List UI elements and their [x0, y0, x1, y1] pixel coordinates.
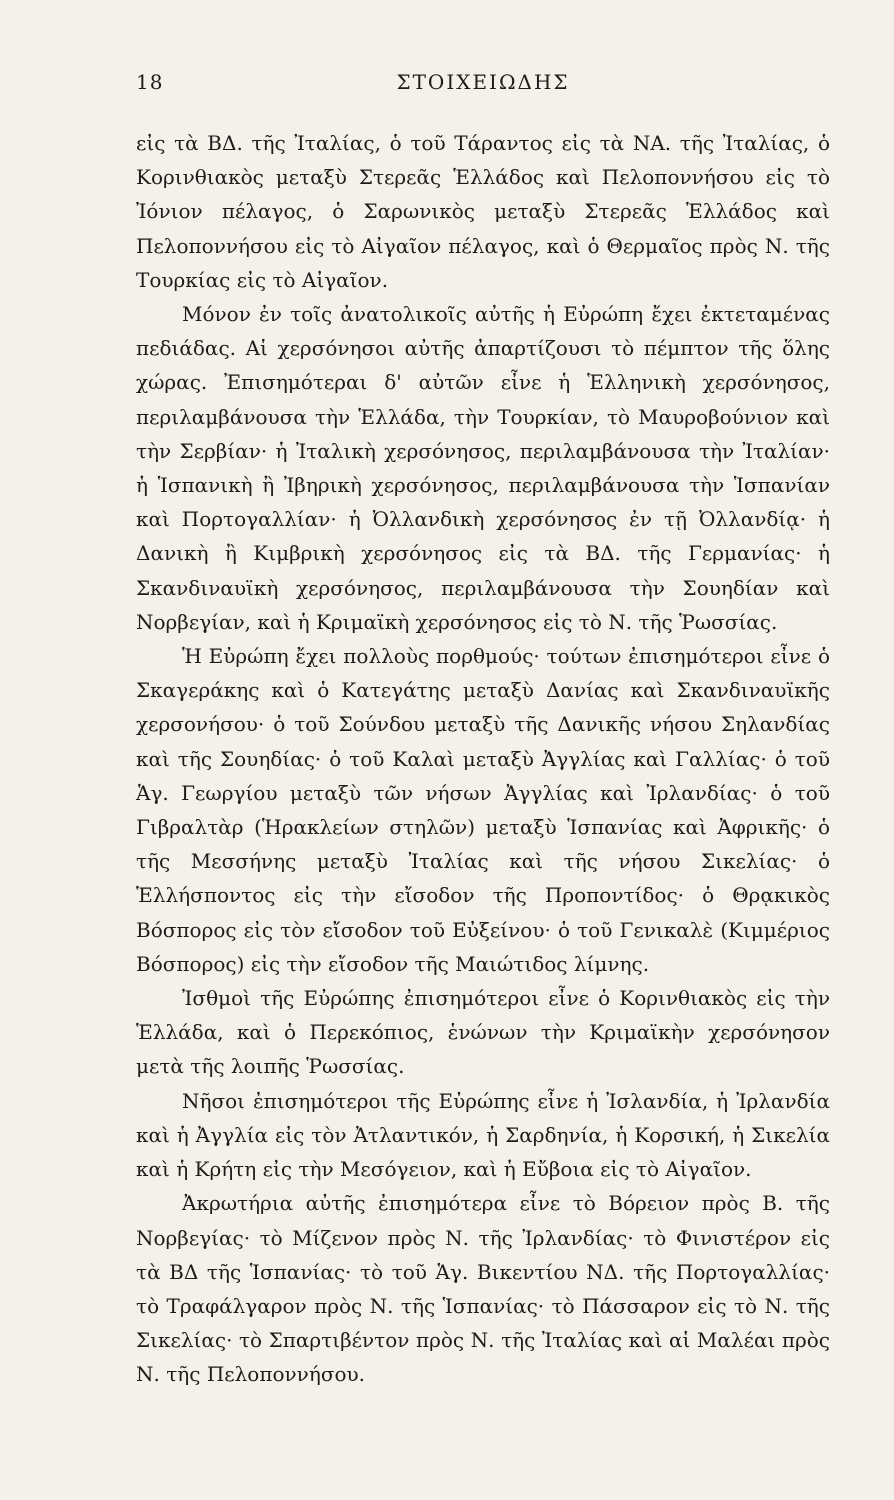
paragraph-gulfs-continued: εἰς τὰ ΒΔ. τῆς Ἰταλίας, ὁ τοῦ Τάραντος εἰς τὰ ΝΑ. τῆς Ἰταλίας, ὁ Κορινθιακὸς μεταξὺ Στερεᾶς Ἑλλάδος καὶ Πελοποννήσου εἰς τὸ Ἰόνιον πέλαγος, ὁ Σαρωνικὸς μεταξὺ Στερεᾶς Ἑλλάδος καὶ Πελοποννήσου εἰς τὸ Αἰγαῖον πέλαγος, καὶ ὁ Θερμαῖος πρὸς Ν. τῆς Τουρκίας εἰς τὸ Αἰγαῖον. — [136, 131, 830, 292]
paragraph-peninsulas: Μόνον ἐν τοῖς ἀνατολικοῖς αὐτῆς ἡ Εὐρώπη ἔχει ἐκτεταμένας πεδιάδας. Αἱ χερσόνησοι αὐτῆς ἀπαρτίζουσι τὸ πέμπτον τῆς ὅλης χώρας. Ἐπισημότεραι δ' αὐτῶν εἶνε ἡ Ἑλληνικὴ χερσόνησος, περιλαμβάνουσα τὴν Ἑλλάδα, τὴν Τουρκίαν, τὸ Μαυροβούνιον καὶ τὴν Σερβίαν· ἡ Ἰταλικὴ χερσόνησος, περιλαμβάνουσα τὴν Ἰταλίαν· ἡ Ἱσπανικὴ ἢ Ἰβηρικὴ χερσόνησος, περιλαμβάνουσα τὴν Ἱσπανίαν καὶ Πορτογαλλίαν· ἡ Ὀλλανδικὴ χερσόνησος ἐν τῇ Ὀλλανδίᾳ· ἡ Δανικὴ ἢ Κιμβρικὴ χερσόνησος εἰς τὰ ΒΔ. τῆς Γερμανίας· ἡ Σκανδιναυϊκὴ χερσόνησος, περιλαμβάνουσα τὴν Σουηδίαν καὶ Νορβεγίαν, καὶ ἡ Κριμαϊκὴ χερσόνησος εἰς τὸ Ν. τῆς Ῥωσσίας. — [136, 302, 830, 634]
paragraph-straits: Ἡ Εὐρώπη ἔχει πολλοὺς πορθμούς· τούτων ἐπισημότεροι εἶνε ὁ Σκαγεράκης καὶ ὁ Κατεγάτης μεταξὺ Δανίας καὶ Σκανδιναυϊκῆς χερσονήσου· ὁ τοῦ Σούνδου μεταξὺ τῆς Δανικῆς νήσου Σηλανδίας καὶ τῆς Σουηδίας· ὁ τοῦ Καλαὶ μεταξὺ Ἀγγλίας καὶ Γαλλίας· ὁ τοῦ Ἁγ. Γεωργίου μεταξὺ τῶν νήσων Ἀγγλίας καὶ Ἰρλανδίας· ὁ τοῦ Γιβραλτὰρ (Ἡρακλείων στηλῶν) μεταξὺ Ἱσπανίας καὶ Ἀφρικῆς· ὁ τῆς Μεσσήνης μεταξὺ Ἰταλίας καὶ τῆς νήσου Σικελίας· ὁ Ἑλλήσποντος εἰς τὴν εἴσοδον τῆς Προποντίδος· ὁ Θρᾳκικὸς Βόσπορος εἰς τὸν εἴσοδον τοῦ Εὐξείνου· ὁ τοῦ Γενικαλὲ (Κιμμέριος Βόσπορος) εἰς τὴν εἴσοδον τῆς Μαιώτιδος λίμνης. — [136, 644, 830, 976]
running-title: ΣΤΟΙΧΕΙΩΔΗΣ — [396, 70, 570, 94]
page-header — [136, 70, 830, 100]
page-number: 18 — [136, 70, 164, 94]
paragraph-islands: Νῆσοι ἐπισημότεροι τῆς Εὐρώπης εἶνε ἡ Ἰσλανδία, ἡ Ἰρλανδία καὶ ἡ Ἀγγλία εἰς τὸν Ἀτλαντικόν, ἡ Σαρδηνία, ἡ Κορσική, ἡ Σικελία καὶ ἡ Κρήτη εἰς τὴν Μεσόγειον, καὶ ἡ Εὔβοια εἰς τὸ Αἰγαῖον. — [136, 1088, 830, 1182]
body-text — [136, 126, 830, 1392]
paragraph-isthmuses: Ἰσθμοὶ τῆς Εὐρώπης ἐπισημότεροι εἶνε ὁ Κορινθιακὸς εἰς τὴν Ἑλλάδα, καὶ ὁ Περεκόπιος, ἑνώνων τὴν Κριμαϊκὴν χερσόνησον μετὰ τῆς λοιπῆς Ῥωσσίας. — [136, 986, 830, 1079]
paragraph-capes: Ἀκρωτήρια αὐτῆς ἐπισημότερα εἶνε τὸ Βόρειον πρὸς Β. τῆς Νορβεγίας· τὸ Μίζενον πρὸς Ν. τῆς Ἰρλανδίας· τὸ Φινιστέρον εἰς τὰ ΒΔ τῆς Ἱσπανίας· τὸ τοῦ Ἁγ. Βικεντίου ΝΔ. τῆς Πορτογαλλίας· τὸ Τραφάλγαρον πρὸς Ν. τῆς Ἱσπανίας· τὸ Πάσσαρον εἰς τὸ Ν. τῆς Σικελίας· τὸ Σπαρτιβέντον πρὸς Ν. τῆς Ἰταλίας καὶ αἱ Μαλέαι πρὸς Ν. τῆς Πελοποννήσου. — [136, 1191, 830, 1387]
